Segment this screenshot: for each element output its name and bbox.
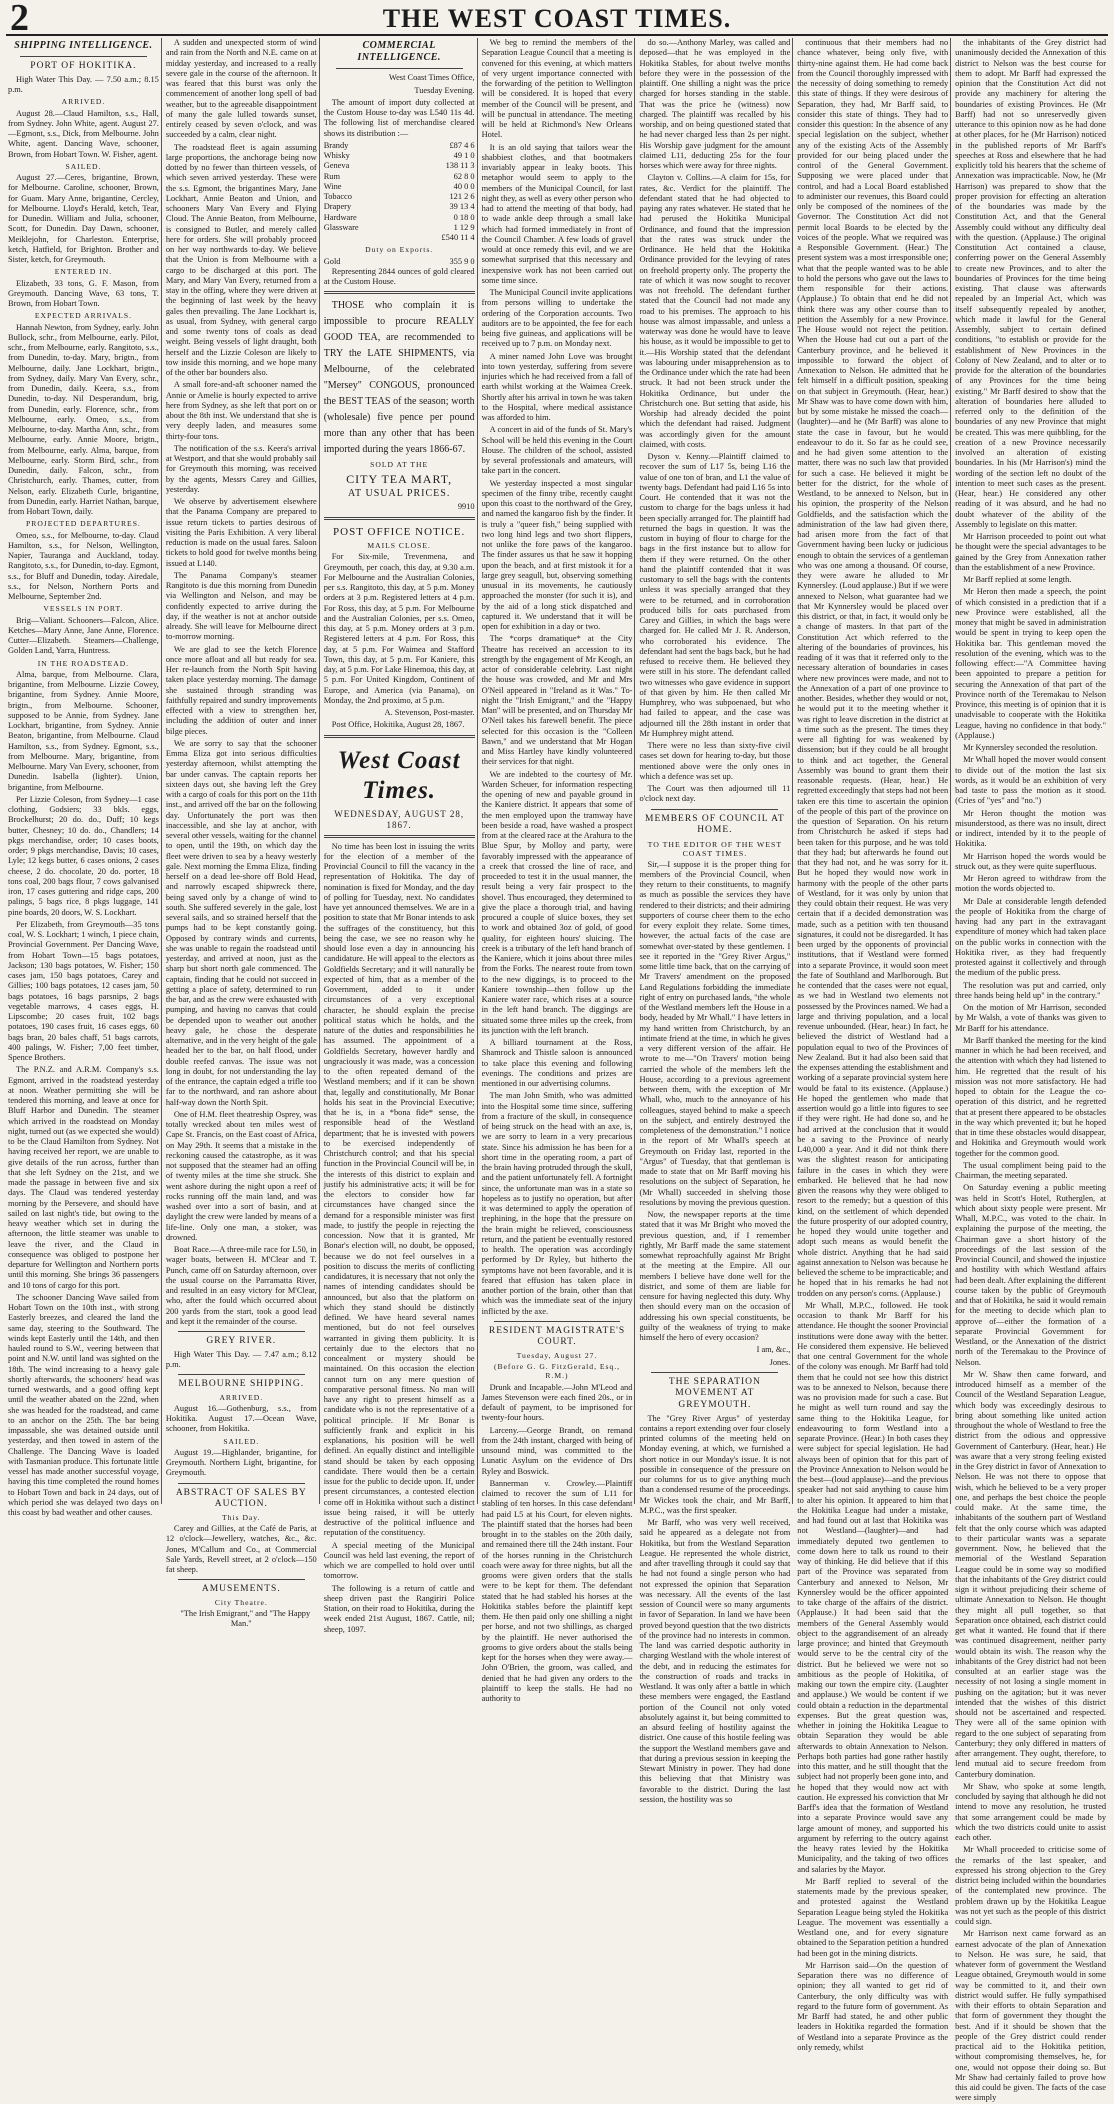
amusements-text: "The Irish Emigrant," and "The Happy Man." bbox=[180, 1609, 311, 1629]
divider bbox=[178, 1374, 305, 1375]
divider bbox=[178, 1579, 305, 1580]
article-paragraph: The notification of the s.s. Keera's arrival at Westport, and that she would probably sail for Greymouth this morning, was received by the agents, Messrs Carey and Gillies, yesterday. bbox=[165, 443, 317, 494]
duty-amount: 1 12 9 bbox=[453, 222, 475, 232]
duty-total: £540 11 4 bbox=[441, 233, 475, 243]
duty-item: Whisky bbox=[323, 151, 350, 161]
article-paragraph: We are indebted to the courtesy of Mr. Warden Scheuer, for information respecting the opening of new and payable ground in the Kaniere district. It appears that some of the men employed upon the tramway have been beside a road, have washed a prospect from at the cleared race at the Arahura to the Blue Spur, by Molloy and party, were favorably impressed with the appearance of a creek that crossed the line of race, and proceeded to test it in the usual manner, the result being a very fair prospect to the shovel. Thus encouraged, they determined to give the place a thorough trial, and having procured a couple of sluice boxes, they set to work and obtained 3oz of gold, of good quality, for eighteen hours' sluicing. The creek is a tributary of the left hand branch of the Kaniere, which it joins about three miles from the Forks. The nearest route from town to the new diggings, is to proceed to the Kaniere township—then follow up the Kaniere water race, which rises at a source in the left hand branch. The diggings are situated some three miles up the creek, from its junction with the left branch. bbox=[481, 769, 633, 1035]
sales-heading: ABSTRACT OF SALES BY AUCTION. bbox=[175, 1487, 307, 1510]
exports-label: Duty on Exports. bbox=[365, 245, 434, 255]
article-paragraph: Boat Race.—A three-mile race for L50, in wager boats, between H. M'Clear and T. Punch, came off on Saturday afternoon, over the usual course on the Parramatta River, and resulted in an easy victory for M'Clear, who, after the fould which occurred about 200 yards from the start, took a good lead and kept it the remainder of the course. bbox=[165, 1245, 317, 1326]
roadstead-text: Alma, barque, from Melbourne. Clara, brigantine, from Melbourne. Lizzie Cowey, brigantine, from Sydney. Annie Moore, brigtn., from Melbourne. Schooner, supposed to be Annie, from Sydney. Jane Lockhart, brigantine, from Sydney. Annie Beaton, brigantine, from Melbourne. Claud Hamilton, s.s., from Sydney. Egmont, s.s., from Melbourne. Mary, brigantine, from Melbourne. Mary Van Every, schooner, from Dunedin. Isabella (lighter). Union, brigantine, from Melbourne. bbox=[8, 669, 159, 792]
article-paragraph: Mr Whall proceeded to criticise some of the remarks of the last speaker, and expressed his strong objection to the Grey district being included within the boundaries of the contemplated new province. The problem drawn up by the Hokitika League was not yet such as the people of this district could sign. bbox=[955, 1845, 1107, 1926]
projected-text: Omeo, s.s., for Melbourne, to-day. Claud Hamilton, s.s., for Nelson, Wellington, Napier, Tauranga and Auckland, today. Rangitoto, s.s., for Dunedin, to-day. Egmont, s.s., for Bluff and Dunedin, today. Airedale, s.s., for Nelson, Northern Ports and Melbourne, September 2nd. bbox=[8, 530, 159, 602]
article-paragraph: continuous that their members had no chance whatever, being only five, with thirty-nine against them. He had come back from the Council thoroughly impressed with the necessity of doing something to remedy this state of things. If they were desirous of Separation, they had, Mr Barff said, to consider this state of things. They had to consider this question: In the absence of any special legislation on the subject, whether any of the existing Acts of the Assembly provided for our being placed under the control of the General Government. Supposing we were placed under that control, and had a Local Board established to administer our revenues, this Board could only be composed of the nominees of the Governor. The Constitution Act did not permit local Boards to be elected by the voices of the people. What we required was a Responsible Government. (Hear.) The present system was a most irresponsible one; what that the people wanted was to be able to hold the persons who gave out the laws to them responsible for their actions. (Applause.) To obtain that end he did not think there was any other course than to petition the Assembly for a new Province. The House would not reject the petition. When the House had cut out a part of the Canterbury province, and he believed it impossible to forward the object of Annexation to Nelson. He admitted that he felt himself in a difficult position, speaking on that subject in Greymouth. (Hear, hear.) Mr Shaw was to have come down with him, but by some mistake he missed the coach—(laughter)—and he (Mr Barff) was alone to state the case in favour, but he would endeavour to do it. So far as he could see, and he had given some attention to the matter, there was no such law that provided for such a case. He believed it might be better for the district, for the whole of Westland, to be annexed to Nelson, but in his opinion, the prosperity of the Nelson Goldfields, and the satisfaction which the administration of the law had given there, had arisen more from the fact of that Government having been lucky or judicious enough to obtain the services of a gentleman who was one among a thousand. Of course, they were aware he alluded to Mr Kynnersley. (Loud applause.) But if we were annexed to Nelson, what guarantee had we that Mr Kynnersley would be placed over this district, or that, in fact, it would only be a change of masters. In that part of the Constitution Act which referred to the altering of the boundaries of provinces, his reading of it was that it referred only to the necessary alteration of boundaries in cases where new provinces were made, and not to the Annexation of a part of one province to another. Besides, whether they would or not, he would put it to the meeting whether it was right to leave discretion in the district at a time such as the present. The times they were all fighting for was weakened by dissension; but if they could be all brought to think and act together, the General Assembly was bound to grant them their reasonable requests. (Hear, hear.) He regretted exceedingly that steps had not been taken ere this time to ascertain the opinion of the people of this part of the province on the question of Separation. On his return from Christchurch he asked if steps had been taken for this purpose, and he was told that they had; but afterwards he found out that they had not, and he was sorry for it. But he hoped they would now work in harmony with the people of the other parts of Westland, for it was only by union that they could obtain their request. He was very certain that if a decided demonstration was made, such as a petition with ten thousand signatures, it could not be disregarded. It has been urged by the opponents of provincial institutions, that if Westland were formed into a separate Province, it would soon meet the fate of Southland and Marlborough. But he contended that the cases were not equal, as we had in Westland two elements not possessed by the Provinces named. We had a large and thriving population, and a local revenue unbounded. (Hear, hear.) In fact, he believed the district of Westland had a population equal to two of the Provinces of New Zealand. But it had also been said that the expenses attending the establishment and working of a separate provincial system here would be fatal to its existence. (Applause.) He hoped the gentlemen who made that assertion would go a little into figures to see if they were right. He had done so, and he had arrived at the conclusion that it would be a saving to the Province of nearly L40,000 a year. And it did not think there was the slightest reason for anticipating failure in the cases in which they were embarked. He believed that he had now given the reasons why they were obliged to resort to the remedy; but a question of this kind, on the settlement of which depended the future prosperity of our adopted country, he hoped they would unite together and adopt such means as would benefit the whole district. Anything that he had said against annexation to Nelson was because he believed the scheme to be impracticable; and he hoped that in his remarks he had not trodden on any person's corns. (Applause.) bbox=[797, 38, 949, 1298]
tea-sold: SOLD AT THE bbox=[370, 460, 429, 470]
mails-close-label: MAILS CLOSE. bbox=[367, 541, 431, 551]
commercial-office: West Coast Times Office, bbox=[388, 73, 475, 83]
article-paragraph: The *corps dramatique* at the City Theatre has received an accession to its strength by the engagement of Mr Keogh, an actor of considerable celebrity. Last night the house was crowded, and Mr and Mrs O'Neil appeared in "Ireland as it Was." To-night the "Irish Emigrant," and the "Happy Man" will be presented, and on Thursday Mr O'Neil takes his farewell benefit. The piece selected for this occasion is the "Colleen Bawn," and we understand that Mr Hogan and Miss Hartley have kindly volunteered their services for that night. bbox=[481, 634, 633, 767]
vessels-label: VESSELS IN PORT. bbox=[43, 604, 124, 614]
duty-amount: 49 1 0 bbox=[453, 151, 475, 161]
duty-amount: 0 18 0 bbox=[453, 212, 475, 222]
sales-text: Carey and Gillies, at the Café de Paris, at 12 o'clock—Jewellery, watches, &c., &c. Jones, M'Callum and Co., at Commercial Sale Yards, Revell street, at 2 o'clock—150 fat sheep. bbox=[165, 1524, 317, 1575]
leader-article: A special meeting of the Municipal Council was held last evening, the report of which we are compelled to hold over until tomorrow. bbox=[323, 1540, 475, 1581]
court-paragraph: Drunk and Incapable.—John M'Leod and James Stevenson were each fined 20s., or in default of payment, to be imprisoned for twenty-four hours. bbox=[481, 1382, 633, 1423]
export-item: Gold bbox=[323, 256, 341, 266]
table-row bbox=[324, 192, 475, 202]
column-5 bbox=[637, 38, 792, 1804]
article-paragraph: The man John Smith, who was admitted into the Hospital some time since, suffering from a fracture of the skull, in consequence of being struck on the head with an axe, is, we are sorry to learn in a very precarious state. Since his admission he has been for a short time in the operating room, a part of the brain having protruded through the skull, and the patient unfortunately fell. A fortnight since, the unfortunate man was in a state so hopeless as to justify no operation, but after it was determined to apply the operation of trephining, in the hope that the pressure on the brain might be relieved, consciousness return, and the patient be eventually restored to health. The operation was accordingly performed by Dr Ryley, but hitherto the symptoms have not been favorable, and it is feared that effusion has taken place in another portion of the brain, other than that which was the immediate seat of the injury inflicted by the axe. bbox=[481, 1091, 633, 1316]
table-row bbox=[324, 257, 475, 267]
article-paragraph: It is an old saying that tailors wear the shabbiest clothes, and that bootmakers invariably appear in leaky boots. This metaphor would seem to apply to the members of the Municipal Council, for last night they, as well as every other person who had to attend the meeting of that body, had to wade ankle deep through a small lake which had formed immediately in front of the Council Chamber. A few loads of gravel would at once remedy this evil, and we are somewhat surprised that this necessary and inexpensive work has not been carried out some time since. bbox=[481, 142, 633, 285]
article-paragraph: A billiard tournament at the Ross, Shamrock and Thistle saloon is announced to take place this evening and following evenings. The conditions and prizes are mentioned in our advertising columns. bbox=[481, 1038, 633, 1088]
export-amount: 355 9 0 bbox=[449, 256, 475, 266]
post-office-date: Post Office, Hokitika, August 28, 1867. bbox=[331, 720, 465, 730]
letter-paragraph: Sir,—I suppose it is the proper thing for members of the Provincial Council, when they return to their constituents, to magnify as much as possible the services they have rendered to their districts; and their admiring supporters of course cheer them to the echo for every exploit they relate. Some times, however, the actual facts of the case are somewhat over-stated by these gentlemen. I see it reported in the "Grey River Argus," some little time back, that on the carrying of Mr Travers' amendment on the proposed Land Regulations forbidding the immediate right of entry on purchased lands, "the whole of the Westland members left the House in a body, headed by Mr Whall." I have letters in my hand written from Christchurch, by an intimate friend at the time, in which he gives a very different version of the affair. He wrote to me—"On Travers' motion being carried the whole of the members left the House, according to a previous agreement between them, with the exception of Mr Whall, who, much to the annoyance of his colleagues, stayed behind to make a speech on the subject, and entirely destroyed the completeness of the demonstration." I notice in the report of Mr Whall's speech at Greymouth on Friday last, reported in the "Argus" of Tuesday, that that gentleman is made to state that on Mr Barff moving his resolutions on the subject of Separation, he (Mr Whall) succeeded in shelving those resolutions by moving the previous question. bbox=[639, 859, 791, 1207]
divider bbox=[651, 1372, 778, 1373]
article-paragraph: Mr Kynnersley seconded the resolution. bbox=[963, 743, 1098, 752]
editorial-masthead: West Coast Times. bbox=[337, 746, 461, 805]
members-to-editor: TO THE EDITOR OF THE WEST COAST TIMES. bbox=[647, 839, 783, 859]
court-paragraph: Bannerman v. Crowley.—Plaintiff claimed to recover the sum of L11 for stabling of ten horses. In this case defendant had paid L5 at his Court, for eleven nights. The plaintiff stated that the horses had been brought in to the stables on the 20th daily, and remained there till the 24th instant. Four of the horses running in the Christchurch coach were away for three nights, but all the grooms were given orders that the stalls were to be kept for them. The defendant stated that he had stabled his horses at the Hokitika stables before the plaintiff kept them. He then paid only one shilling a night per horse, and not two shillings, as charged by the plaintiff. He never authorised the grooms to give orders about the stalls being kept for the horses when they were away.—John O'Brien, the groom, was called, and denied that he had given any orders to the plaintiff to keep the stalls. He had no authority to bbox=[481, 1478, 633, 1704]
imports-text: Per Lizzie Coleson, from Sydney—1 case clothing, Godsiers; 33 bkls. eggs, Brockelhurst; 20 do. do., Duff; 10 kegs butter, Chesney; 10 do. do., Chandlers; 14 pkgs merchandise, order; 10 cases boots, order; 9 pkgs merchandise, Davis; 10 cases, Lyle; 12 kegs butter, 6 cases onions, 2 cases cheese, 2 do. chocolate, 20 do. porter, 18 tons coal, 200 bags flour, 7 cows galvanised iron, 17 cases guttering and ridge caps, 200 palings, 5 bags rice, 8 pkgs luggage, 141 pine boards, 20 doors, W. S. Lockhart. bbox=[8, 794, 159, 917]
duty-item: Geneva bbox=[323, 161, 350, 171]
duty-amount: 39 13 4 bbox=[449, 202, 475, 212]
commercial-intro: The amount of import duty collected at the Custom House to-day was L540 11s 4d. The following list of merchandise cleared shows its distribution :— bbox=[323, 97, 475, 138]
divider bbox=[494, 1321, 621, 1322]
article-paragraph: A small fore-and-aft schooner named the Annie or Amelie is hourly expected to arrive here from Sydney, as she left that port on or about the 8th inst. We understand that she is very deeply laden, and measures some thirty-four tons. bbox=[165, 380, 317, 441]
leader-article: The following is a return of cattle and sheep driven past the Rangiriri Police Station, on their road to Hokitika, during the week ended 21st August, 1867. Cattle, nil; sheep, 1097. bbox=[323, 1583, 475, 1634]
court-paragraph: Larceny.—George Brandt, on remand from the 24th instant, charged with being of unsound mind, was committed to the Lunatic Asylum on the evidence of Drs Ryley and Boswick. bbox=[481, 1425, 633, 1476]
duty-amount: 40 0 0 bbox=[453, 181, 475, 191]
divider bbox=[324, 291, 475, 294]
duty-item: Brandy bbox=[323, 140, 349, 150]
exports-text: Representing 2844 ounces of gold cleared at the Custom House. bbox=[323, 266, 475, 287]
article-paragraph: One of H.M. fleet theatreship Osprey, was totally wrecked about ten miles west of Cape St. Francis, on the East coast of Africa, on May 29th. It seems that a mistake in the reckoning caused the catastrophe, as it was not supposed that the steamer had an offing of twenty miles at the time she struck. She went ashore during the night upon a reef of rocks running off the main land, and was washed over into a sort of basin, and at daylight the crew were landed by means of a life-line. Only one man, a stoker, was drowned. bbox=[165, 1109, 317, 1242]
table-row bbox=[324, 213, 475, 223]
postmaster-signature: A. Stevenson, Post-master. bbox=[384, 708, 475, 718]
article-paragraph: The resolution was put and carried, only three hands being held up" in the contrary." bbox=[955, 980, 1107, 1000]
article-paragraph: The roadstead fleet is again assuming large proportions, the anchorage being now dotted by no fewer than thirteen vessels, of which seven arrived yesterday. These were the s.s. Egmont, the brigantines Mary, Jane Lockhart, Annie Beaton and Union, and schooners Mary Van Every and Flying Cloud. The Annie Beaton, from Melbourne, is consigned to Butler, and merely called here for orders. She will probably proceed on her way northwards to-day. We believe that the Union is from Melbourne with a cargo to be discharged at this port. The Mary, and Mary Van Every, returned from a stay in the offing, where they were driven at the beginning of last week by the heavy gales then prevailing. The Jane Lockhart is, as usual, from Sydney, with general cargo and some twenty tons of coals as dead weight. Being vessels of light draught, both herself and the Lizzie Coleson are likely to tow inside this morning, and we hope many of the other bar bounders also. bbox=[165, 142, 317, 377]
article-paragraph: A sudden and unexpected storm of wind and rain from the North and N.E. came on at midday yesterday, and increased to a really severe gale in the course of the afternoon. It was feared that this burst was only the commencement of another long spell of bad weather, but to the agreeable disappointment of many the gale lulled towards sunset, entirely ceased by seven o'clock, and was succeeded by a calm, clear night. bbox=[165, 38, 317, 140]
column-4 bbox=[480, 38, 635, 1704]
article-paragraph: The usual compliment being paid to the Chairman, the meeting separated. bbox=[955, 1160, 1107, 1180]
article-paragraph: Mr Harrison proceeded to point out what he thought were the special advantages to be gained by the Grey from Annexation rather than the establishment of a new Province. bbox=[955, 532, 1107, 572]
letter-paragraph: Now, the newspaper reports at the time stated that it was Mr Bright who moved the previous question, and, if I remember rightly, Mr Barff made the same statement somewhat reproachfully against Mr Bright at the meeting at the Empire. All our members I believe have done well for the district, and some of them are liable for censure for having neglected this duty. Why then should every man on the occasion of addressing his own special constituents, be guilty of the weakness of trying to make himself the hero of every occasion? bbox=[639, 1210, 791, 1343]
article-paragraph: the inhabitants of the Grey district had unanimously decided the Annexation of this district to Nelson was the best course for them to adopt. Mr Barff had expressed the opinion that the Constitution Act did not provide any machinery for altering the boundaries of existing Provinces. He (Mr Barff) had not so unreservedly given utterance to this opinion now as he had done at other places, for he (Mr Harrison) noticed in the published reports of Mr Barff's speeches at Ross and elsewhere that he had explicitly told his hearers that the scheme of Annexation was impracticable. Now, he (Mr Harrison) was prepared to show that the proper provision for effecting an alteration of the boundaries was made by the Constitution Act, and that the General Assembly could without any difficulty deal with the question. (Applause.) The original Constitution Act contained a clause, conferring power on the General Assembly to create new Provinces, and to alter the boundaries of Provinces for the time being existing. That clause was afterwards repealed by an Imperial Act, which was itself subsequently repealed by another, which made it lawful for the General Assembly, subject to certain defined conditions, "to establish or provide for the establishment of New Provinces in the Colony of New Zealand, and to alter or to provide for the alteration of the boundaries of any Provinces for the time being existing." Mr Barff desired to show that the alteration of boundaries here alluded to referred only to the definition of the boundaries of any new Province that might be created. This was mere quibbling, for the creation of a new Province necessarily involved an alteration of existing boundaries. In his (Mr Harrison's) mind the wording of the section left no doubt of the intention to meet such cases as the present. (Hear, hear.) He considered any other reading of it was absurd, and he had no doubt whatever of the ability of the Assembly to legislate on this matter. bbox=[955, 38, 1107, 529]
court-paragraph: The Court was then adjourned till 11 o'clock next day. bbox=[639, 784, 791, 804]
entered-text: Elizabeth, 33 tons, G. F. Mason, from Greymouth. Dancing Wave, 63 tons, T. Brown, from Hobart Town. bbox=[8, 278, 159, 309]
court-paragraph: Dyson v. Kenny.—Plaintiff claimed to recover the sum of L17 5s, being L16 the value of one ton of bran, and L1 the value of twenty bags. Defendant had paid L16 5s into Court. He contended that it was not the custom to charge for the bags unless it had been specially arranged for. The plaintiff had returned the bags in question. It was the custom in buying of flour to charge for the bags in the first instance but to allow for them if they were returned. On the other hand the plaintiff contended that it was customary to sell the bags with the contents unless it was specially arranged that they were to be returned, and in corroboration produced bills for oats purchased from Carey and Gillies, in which the bags were charged for. He called Mr J. R. Anderson, who corroborated his evidence. The defendant had sent the bags back, but he had refused to receive them. He believed they were still in his store. The defendant called two witnesses who gave evidence in support of that given by him. He then called Mr Humphrey, who was subpoenaed, but who had failed to appear, and the case was adjourned till the 28th instant in order that Mr Humphrey might attend. bbox=[639, 452, 791, 738]
exports-table bbox=[324, 257, 475, 267]
article-paragraph: Mr Whall hoped the mover would consent to divide out of the motion the last six words, as it would be an exhibition of very bad taste to pass the motion as it stood. (Cries of "yes" and "no.") bbox=[955, 755, 1107, 806]
table-row bbox=[324, 151, 475, 161]
column-7 bbox=[953, 38, 1108, 2103]
court-paragraph: Clayton v. Collins.—A claim for 15s, for rates, &c. Verdict for the plaintiff. The defendant stated that he had objected to paying any rates whatever. He stated that he had perused the Hokitika Municipal Ordinance, and found that the impression that the rates was struck under the Ordinance. He held that the Hokitika Ordinance provided for the levying of rates on freehold property only. The property the rate of which it was now sought to recover was not freehold. The defendant further stated that the Council had not made any road to his premises. The approach to his house was almost impassable, and unless a waterway was done he would have to leave his house, as it would be impossible to get to it.—His Worship stated that the defendant was labouring under misapprehension as to the Ordinance under which the rate had been struck. It had not been struck under the Hokitika Ordinance, but under the Christchurch one. But setting that aside, his Worship had already decided the point which the defendant had raised. Judgment was accordingly given for the amount claimed, with costs. bbox=[639, 173, 791, 449]
article-paragraph: We yesterday inspected a most singular specimen of the finny tribe, recently caught upon this coast to the northward of the Grey, and named the kangaroo fish by the finder. It is truly a "queer fish," being supplied with two long hind legs and two short flippers, not unlike the fore paws of the kangaroo. The finder assures us that he saw it hopping upon the beach, and at first mistook it for a large grey seagull, but, observing something unusual in its movements, he cautiously approached the monster (for such it is), and by the aid of a long stick dispatched and captured it. We understand that it will be open for exhibition in a day or two. bbox=[481, 478, 633, 631]
article-paragraph: On the motion of Mr Harrison, seconded by Mr Walsh, a vote of thanks was given to Mr Barff for his attendance. bbox=[955, 1003, 1107, 1033]
grey-high-water: High Water This Day. — 7.47 a.m.; 8.12 p.m. bbox=[165, 1349, 317, 1369]
duty-total-row bbox=[324, 233, 475, 243]
court-before: (Before G. G. FitzGerald, Esq., R.M.) bbox=[493, 1362, 621, 1381]
duty-amount: 62 8 0 bbox=[453, 171, 475, 181]
mel-sailed-label: SAILED. bbox=[223, 1436, 260, 1446]
article-paragraph: The Panama Company's steamer Rangitoto is due this morning from Dunedin via Wellington and Nelson, and may be confidently expected to arrive during the day, if the weather is not at anchor outside already. She will leave for Melbourne direct to-morrow morning. bbox=[165, 570, 317, 642]
article-paragraph: The "Grey River Argus" of yesterday contains a report extending over four closely printed columns of the meeting held on Monday evening, at which, we furnished a short notice in our Monday's issue. It is not possible in consequence of the pressure on our columns for us to give anything much than a condensed resume of the proceedings. Mr Wickes took the chair, and Mr Barff, M.P.C., was the first speaker. bbox=[639, 1413, 791, 1515]
article-paragraph: Mr Harrison next came forward as an earnest advocate of the plan of Annexation to Nelson. He was sure, he said, that whatever form of government the Westland League obtained, Greymouth would in some way be committed to it, and their own district would suffer. He fully sympathised with their efforts to obtain Separation and that form of government they thought the best. And if it should be shown that the people of the Grey district could render practical aid to the Hokitika petition, without compromising themselves, he, for one, would not oppose their doing so. But Mr Shaw had certainly failed to prove how this aid could be given. The facts of the case were simply bbox=[955, 1929, 1107, 2103]
duty-item: Rum bbox=[323, 171, 341, 181]
tea-mart: CITY TEA MART, bbox=[346, 471, 453, 486]
divider bbox=[178, 1331, 305, 1332]
mel-sailed-text: August 19.—Highlander, brigantine, for Greymouth. Northern Light, brigantine, for Greymouth. bbox=[165, 1447, 317, 1478]
court-date: Tuesday, August 27. bbox=[516, 1350, 598, 1360]
sailed-label: SAILED. bbox=[65, 161, 102, 171]
grey-river-heading: GREY RIVER. bbox=[206, 1336, 277, 1346]
sailed-text: August 27.—Ceres, brigantine, Brown, for Melbourne. Caroline, schooner, Brown, for Guam. Mary Anne, brigantine, Cercley, for Melbourne. Lloyd's Herald, ketch, Tear, for Dunedin. William and Julia, schooner, Scott, for Dunedin. Day Dawn, schooner, Meiklejohn, for Charleston. Enterprise, ketch, Hatfield, for Brighton. Brother and Sister, ketch, for Greymouth. bbox=[8, 173, 159, 265]
high-water: High Water This Day. — 7.50 a.m.; 8.15 p.m. bbox=[8, 74, 159, 95]
post-office-text: For Six-mile, Trevenmena, and Greymouth, per coach, this day, at 9.30 a.m. For Melbourne and the Australian Colonies, per s.s. Rangitoto, this day, at 5 p.m. Money orders at 3 p.m. Registered letters at 4 p.m. For Ross, this day, at 5 p.m. For Melbourne and the Australian Colonies, per s.s. Omeo, this day, at 5 p.m. Money orders at 3 p.m. Registered letters at 4 p.m. For Ross, this day, at 5 p.m. For Waimea and Stafford Town, this day, at 5 p.m. For Kaniere, this day, at 5 p.m. For Lake Hinemoa, this day, at 5 p.m. For United Kingdom, Continent of Europe, and America (via Panama), on Monday, the 2nd proximo, at 5 p.m. bbox=[323, 552, 475, 705]
court-paragraph: do so.—Anthony Marley, was called and deposed—that he was employed in the Hokitika Stables, for about twelve months before they were in the possession of the plaintiff. One shilling a night was the price charged for horses standing in the stable. That was the price he (witness) now charged. The plaintiff was recalled by his worship, and on being questioned stated that he had never charged less than 2s per night. His Worship gave judgment for the amount claimed L11, deducting 25s for the four horses which were away for three nights. bbox=[639, 38, 791, 170]
table-row bbox=[324, 223, 475, 233]
mel-arrived-label: ARRIVED. bbox=[219, 1392, 264, 1402]
article-paragraph: Mr Whall, M.P.C., followed. He took occasion to thank Mr Barff for his attendance. He thought the sooner Provincial institutions were done away with the better. He considered them expensive. He believed that one central Government for the whole of the colony was enough. Mr Barff had told them that he could not see how this district was to be annexed to Nelson, because there was no provision made for such a case. But he might as well turn round and say the same thing to the Hokitika League, for endeavouring to form Westland into a separate Province. (Hear.) In both cases they were subject for special legislation. He had always been of opinion that for this part of the Province Annexation to Nelson would be the best—(loud applause)—and the previous speaker had not said anything to cause him to alter his opinion. It appeared to him that the Hokitika League had under a mistake, and had found out at last that Hokitika was not Westland—(laughter)—and had immediately deputed two gentlemen to come down here to talk us round to their way of thinking. He did believe that if this part of the Province was separated from Canterbury and annexed to Nelson, Mr Kynnersley would be the officer appointed to take charge of the affairs of the district. (Applause.) It had been said that the members of the General Assembly would object to the aggrandisement of an already large province; and hinted that Greymouth would serve to be the central city of the district. But he believed we were not so ambitious as the people of Hokitika, of making our town the empire city. (Laughter and applause.) We would be content if we could obtain a reduction in the departmental expenses. But the great question was, whether in joining the Hokitika League to obtain Separation they would be able afterwards to obtain Annexation to Nelson. Perhaps both parties had gone rather hastily into this matter, and he still thought that the subject had not properly been gone into, and he hoped that they would now act with caution. He expressed his conviction that Mr Barff's idea that the formation of Westland into a separate Province would save any large amount of money, and supported his argument by referring to the outcry against the heavy rates levied by the Hokitika Municipality, and the taking of two offices and salaries by the Mayor. bbox=[797, 1300, 949, 1874]
tea-ref: 9910 bbox=[457, 502, 475, 512]
amusements-venue: City Theatre. bbox=[214, 1597, 268, 1607]
column-3 bbox=[322, 38, 477, 1634]
article-paragraph: The Municipal Council invite applications from persons willing to undertake the ordering of the Corporation accounts. Two auditors are to be appointed, the fee for each being five guineas, and applications will be received up to 7 p.m. on Monday next. bbox=[481, 288, 633, 349]
article-paragraph: We are glad to see the ketch Florence once more afloat and all but ready for sea. Her re-launch from the North Spit having taken place yesterday morning. The damage she sustained through stranding was faithfully repaired and sundry improvements effected with a view to strengthen her, including the addition of outer and inner bilge pieces. bbox=[165, 644, 317, 736]
article-paragraph: We are sorry to say that the schooner Emma Eliza got into serious difficulties yesterday afternoon, whilst attempting the bar under canvas. The captain reports her sixteen days out, she having left the Grey with a cargo of coals for this port on the 11th inst., and arrived off the bar on the following day. Unfortunately the port was then inaccessible, and she lay at anchor, with several other vessels, waiting for the channel to open, until the 19th, on which day the fleet were driven to sea by a heavy westerly gale. Next morning the Emma Eliza, finding herself on a dead lee-shore off Bold Head, and narrowly escaped shipwreck there, being saved only by a change of wind to south. She suffered severely in the gale, lost several sails, and so strained herself that the pumps had to be kept constantly going. Opposed by contrary winds and currents, she was unable to regain the roadstead until yesterday, and arrived at noon, just as the sharp but short north gale commenced. The captain, finding that he could not succeed in getting a place of safety, determined to run the bar, and as the crew were exhausted with pumping, and having no canvas that could be depended upon to weather out another heavy gale, he chose the desperate alternative, and in the very height of the gale headed her to the bar, on half flood, under double reefed canvas. The issue was not long in doubt, for not understanding the lay of the entrance, the captain edged a trifle too far to the northward, and ran ashore about half-way down the North Spit. bbox=[165, 738, 317, 1107]
commercial-date: Tuesday Evening. bbox=[414, 85, 475, 95]
page-number: 2 bbox=[10, 0, 29, 39]
divider bbox=[336, 68, 463, 69]
commercial-heading: COMMERCIAL INTELLIGENCE. bbox=[357, 40, 441, 64]
duty-amount: 121 2 6 bbox=[449, 192, 475, 202]
divider bbox=[324, 517, 475, 520]
column-6 bbox=[795, 38, 950, 2052]
entered-label: ENTERED IN. bbox=[54, 267, 113, 277]
divider bbox=[324, 735, 475, 738]
duty-item: Wine bbox=[323, 181, 342, 191]
article-paragraph: A concert in aid of the funds of St. Mary's School will be held this evening in the Court House. The children of the school, assisted by several professionals and amateurs, will take part in the concert. bbox=[481, 425, 633, 476]
masthead bbox=[6, 0, 1108, 39]
shipping-heading: SHIPPING INTELLIGENCE. bbox=[14, 40, 153, 51]
article-paragraph: Mr Barff replied at some length. bbox=[963, 575, 1072, 584]
article-paragraph: Mr Heron then made a speech, the point of which consisted in a prediction that if a new Province were established, all the money that might be saved in administration would be spent in trying to keep open the Hokitika bar. This gentleman moved the resolution of the evening, which was to the following effect:—"A Committee having been appointed to prepare a petition for securing the Annexation of that part of the Province north of the Teremakau to Nelson Province, this meeting is of opinion that it is unadvisable to cooperate with the Hokitika League, having no confidence in that body." (Applause.) bbox=[955, 587, 1107, 740]
article-paragraph: Mr Barff, who was very well received, said he appeared as a delegate not from Hokitika, but from the Westland Separation League. He represented the whole district, and after travelling through it could say that he had not found a single person who had not expressed the opinion that Separation was necessary. All the events of the last session of Council were so many arguments in favor of Separation. In land we have been proved beyond question that the two districts of the province had no interests in common. The land was carried despotic authority in charging Westland with the whole interest of the debt, and in reducing the estimates for the construction of roads and tracks in Westland. It was only after a battle in which these members were engaged, the Eastland portion of the Council not only voted absolutely against it, but being committed to an absurd feeling of hostility against the district. One cause of this hostile feeling was the support the Westland members gave and that during a previous session in keeping the Stewart Ministry in power. They had done this believing that that Ministry was favorable to the district. During the last session, the hostility was so bbox=[639, 1518, 791, 1804]
table-row bbox=[324, 182, 475, 192]
divider bbox=[324, 835, 475, 838]
members-heading: MEMBERS OF COUNCIL AT HOME. bbox=[645, 813, 785, 836]
duty-amount: £87 4 6 bbox=[449, 140, 475, 150]
vessels-text: Brig—Valiant. Schooners—Falcon, Alice. Ketches—Mary Anne, Jane Anne, Florence. Cutter—Elizabeth. Steamers—Challenge, Golden Land, Yarra, Huntress. bbox=[8, 615, 159, 656]
imports-text-2: Per Elizabeth, from Greymouth—35 tons coal, W. S. Lockhart; 1 winch, 1 piece chain, Provincial Government. Per Dancing Wave, from Hobart Town—15 bags potatoes, Jackson; 130 bags potatoes, W. Fisher; 150 cases jam, 150 bags potatoes, Carey and Gillies; 100 bags potatoes, 12 cases jam, 50 bags potatoes, 16 bags parsnips, 2 bags vegetable marrows, 4 cases eggs, H. Lipscombe; 20 cases fruit, 102 bags potatoes, 190 cases fruit, 16 cases eggs, 60 bags bran, 20 bales chaff, 51 bags carrots, 400 palings, W. Fisher; 7,00 feet timber, Spence Brothers. bbox=[8, 919, 159, 1063]
tea-prices: AT USUAL PRICES. bbox=[347, 488, 451, 500]
article-paragraph: Mr Harrison said—On the question of Separation there was no difference of opinion; they all wanted to get rid of Canterbury, the only difficulty was with regard to the future form of government. As Mr Barff had stated, he and other public leaders in Hokitika regarded the formation of Westland into a separate Province as the only remedy, whilst bbox=[797, 1960, 949, 2052]
article-paragraph: We observe by advertisement elsewhere that the Panama Company are prepared to issue return tickets to parties desirous of visiting the Paris Exhibition. A very liberal reduction is made on the usual fares. Saloon tickets to hold good for twelve months being issued at L140. bbox=[165, 497, 317, 568]
roadstead-label: IN THE ROADSTEAD. bbox=[37, 658, 130, 668]
letter-closing: I am, &c., bbox=[756, 1345, 791, 1355]
table-row bbox=[324, 161, 475, 171]
editorial-date: WEDNESDAY, AUGUST 28, 1867. bbox=[334, 808, 465, 830]
duty-item: Tobacco bbox=[323, 192, 352, 202]
melbourne-heading: MELBOURNE SHIPPING. bbox=[178, 1379, 305, 1390]
arrived-text: August 28.—Claud Hamilton, s.s., Hall, from Sydney. John White, agent. August 27.—Egmont, s.s., Dick, from Melbourne. John White, agent. Dancing Wave, schooner, Brown, from Hobart Town. W. Fisher, agent. bbox=[8, 108, 159, 159]
column-2 bbox=[164, 38, 319, 1629]
article-paragraph: We beg to remind the members of the Separation League Council that a meeting is convened for this evening, at which matters of very urgent importance connected with the forwarding of the petition to Wellington will be considered. It is hoped that every member of the Council will be present, and will be punctual in attendance. The meeting will be held at Richmond's New Orleans Hotel. bbox=[481, 38, 633, 140]
divider bbox=[178, 1483, 305, 1484]
story-text: The P.N.Z. and A.R.M. Company's s.s. Egmont, arrived in the roadstead yesterday at noon. Weather permitting she will be tendered this morning, and leave at once for Bluff Harbor and Dunedin. The steamer which arrived in the roadstead on Monday night, turned out (as we expected she would) to be the Claud Hamilton from Sydney. Not having received her report, we are unable to give details of the run across, further than that she left Sydney on the 21st, and we made the passage in between five and six days. The Claud was tendered yesterday morning by the Persevere, and should have sailed on last night's tide, but owing to the heavy weather which set in during the afternoon, the little steamer was unable to leave the river, and the Claud in consequence was obliged to postpone her departure for Wellington and Northern ports until this morning. She brings 36 passengers and 10 tons of cargo for this port. bbox=[8, 1065, 159, 1290]
duty-table bbox=[324, 141, 475, 244]
separation-heading: THE SEPARATION MOVEMENT AT GREYMOUTH. bbox=[668, 1376, 761, 1411]
columns bbox=[6, 38, 1108, 2103]
article-paragraph: Mr Heron thought the motion was misunderstood, as there was no insult, direct or indirect, intended by it to the people of Hokitika. bbox=[955, 808, 1107, 849]
table-row bbox=[324, 172, 475, 182]
tea-advert: THOSE who complain it is impossible to procure REALLY GOOD TEA, are recommended to TRY the LATE SHIPMENTS, via Melbourne, of the celebrated "Mersey" CONGOUS, pronounced the BEST TEAS of the season; worth (wholesale) five pence per pound more than any other that has been imported during the years 1866-67. bbox=[323, 300, 475, 456]
article-paragraph: Mr Barff replied to several of the statements made by the previous speaker, and protested against the Westland Separation League being styled the Hokitika League. The movement was essentially a Westland one, and for every signature obtained to the Separation petition a hundred had been got in the mining districts. bbox=[797, 1876, 949, 1958]
sales-day: This Day. bbox=[222, 1512, 261, 1522]
duty-amount: 138 11 3 bbox=[445, 161, 475, 171]
letter-signature: Jones. bbox=[769, 1357, 791, 1367]
article-paragraph: Mr Dale at considerable length defended the people of Hokitika from the charge of having had any part in the extravagant expenditure of money which had taken place on the public works in connection with the Hokitika river, as they had frequently protested against it collectively and through the medium of the public press. bbox=[955, 896, 1107, 978]
expected-text: Hannah Newton, from Sydney, early. John Bullock, schr., from Melbourne, early. Pilot, schr., from Melbourne, early. Rangitoto, s.s., from Dunedin, to-day. Mary, brigtn., from Melbourne, daily. Jane Lockhart, brigtn., from Sydney, daily. Mary Van Every, schr., from Dunedin, daily. Keera, s.s., from Dunedin, to-day. Nil Desperandum, brig, from Dunedin, early. Florence, schr., from Melbourne, early. Omeo, s.s., from Melbourne, to-day. Martha Ann, schr., from Melbourne, early. Annie Moore, brigtn., from Melbourne, early. Alma, barque, from Melbourne, early. Storm Bird, schr., from Dunedin, daily. Falcon, schr., from Christchurch, early. Thames, cutter, from Nelson, early. Elizabeth Curle, brigantine, from Dunedin, early. Harriet Nathan, barque, from Hobart Town, daily. bbox=[8, 322, 159, 517]
article-paragraph: Mr Heron agreed to withdraw from the motion the words objected to. bbox=[955, 874, 1107, 894]
article-paragraph: Mr W. Shaw then came forward, and introduced himself as a member of the Council of the Westland Separation League, which body was exceedingly desirous to bring about something like united action throughout the whole of Westland to free the district from the odious and oppressive Government of Canterbury. (Hear, hear.) He was aware that a very strong feeling existed in the Grey district in favor of Annexation to Nelson. He was not there to oppose that wish, which he believed to be a very proper one, and perhaps the best choice the people could make. At the same time, the inhabitants of the southern part of Westland felt that the only course which was adapted to their particular wants was a separate government. Now, he believed that the memorial of the Westland Separation League could be in some way so modified that the inhabitants of the Grey district could sign it without prejudicing their scheme of ultimate Annexation to Nelson. He thought they might all pull together, so that Separation once obtained, each district could get what it wanted. He found that if there was continued disagreement, neither party would obtain its wish. The reason why the inhabitants of the Grey district had not been consulted at an earlier stage was the necessity of not losing a single moment in pushing on the agitation; but it was never intended that the wishes of this district should not be ascertained and respected. They were all of the same opinion with regard to the one subject of separating from Canterbury; they only differed in matters of after arrangement. They ought, therefore, to lend mutual aid to secure freedom from Canterbury domination. bbox=[955, 1369, 1107, 1779]
newspaper-title: THE WEST COAST TIMES. bbox=[382, 4, 732, 33]
amusements-heading: AMUSEMENTS. bbox=[201, 1584, 281, 1595]
story-text-2: The schooner Dancing Wave sailed from Hobart Town on the 10th inst., with strong Easterly breezes, and cleared the land the same day, steering to the Southward. The winds kept Easterly until the 14th, and then hauled round to S.W., veering between that point and N.W. until land was sighted on the 18th. The wind increasing to a heavy gale shortly afterwards, the schooners' head was turned westwards, and a good offing kept until the weather abated on the 22nd, when she was headed for the roadstead, and came to an anchor on the 25th. The bar being impassable, she was detained outside until yesterday, and then towed in astern of the Challenge. The Dancing Wave is loaded with Tasmanian produce. This fortunate little vessel has made another successful voyage, having this time completed the round homes to Hobart Town and back in 24 days, out of which period she was delayed two days on this coast by bad weather and other causes. bbox=[8, 1292, 159, 1518]
article-paragraph: Mr Shaw, who spoke at some length, concluded by saying that although he did not intend to move any resolution, he trusted that some arrangement could be made by which the two districts could unite to assist each other. bbox=[955, 1781, 1107, 1842]
duty-item: Hardware bbox=[323, 212, 357, 222]
column-1 bbox=[6, 38, 161, 1518]
duty-item: Glassware bbox=[323, 222, 359, 232]
table-row bbox=[324, 202, 475, 212]
court-heading: RESIDENT MAGISTRATE'S COURT. bbox=[488, 1325, 626, 1348]
arrived-label: ARRIVED. bbox=[61, 97, 106, 107]
article-paragraph: Mr Harrison hoped the words would be struck out, as they were quite superfluous. bbox=[955, 851, 1107, 871]
article-paragraph: Mr Barff thanked the meeting for the kind manner in which he had been received, and the attention with which they had listened to him. He regretted that the result of his mission was not more satisfactory. He had hoped to obtain for the League the co-operation of this district, and he regretted that at present there appeared to be obstacles in the way which prevented it; but he hoped that in time these obstacles would disappear, and Hokitika and Greymouth would work together for the common good. bbox=[955, 1035, 1107, 1158]
duty-item: Drapery bbox=[323, 202, 352, 212]
leader-article: No time has been lost in issuing the writs for the election of a member of the Provincial Council to fill the vacancy in the representation of Hokitika. The day of nomination is fixed for Monday, and the day of polling for Tuesday, next. No candidates have yet announced themselves. We are in a position to state that Mr Bonar intends to ask the suffrages of the constituency, but this being the case, we see no reason why he should lose even a day in announcing his candidature. He will appeal to the electors as Goldfields Secretary; and it will naturally be expected of him, that as a member of the Government, added to it under circumstances of a very exceptional character, he should explain the precise political status which he holds, and the nature of the duties and responsibilities he has assumed. The appointment of a Goldfields Secretary, however hardly and ungraciously it was made, was a concession to the often repeated demand of the Westland members; and if it can be shown that, legally and constitutionally, Mr Bonar holds his seat in the Provincial Executive; that he is, in a *bona fide* sense, the responsible head of the Westland department; that he is invested with powers to be exercised independently of Christchurch control; and that his special function in the Provincial Council will be, in the interests of this district to explain and justify his administrative acts; it will be for the electors to consider how far circumstances have changed since the demand for a responsible minister was first made, to justify the people in rejecting the concession. Now that it is granted, Mr Bonar's election will, no doubt, be opposed, because we do not feel ourselves in a position to discuss the merits of conflicting candidatures, it is necessary that not only the names of intending candidates should be announced, but also that the platform on which they stand should be distinctly defined. We have heard several names mentioned, but do not feel ourselves warranted in giving them publicity. It is certainly due to the electors that no concealment or mystery should be maintained. On this occasion the election cannot turn on any mere question of comparative personal fitness. No man will have any right to present himself as a candidate who is not the representative of a political principle. If Mr Bonar is sufficiently frank and explicit in his explanations, his position will be well defined. An equally distinct and intelligible stand should be taken by each opposing candidate. There would then be a certain issue for the public to decide upon. If, under present circumstances, a contested election come off in Hokitika without such a distinct issue being raised, it will be utterly destructive of the political influence and reputation of the constituency. bbox=[323, 841, 475, 1538]
mel-arrived-text: August 16.—Gothenburg, s.s., from Hokitika. August 17.—Ocean Wave, schooner, from Hokitika. bbox=[165, 1403, 317, 1434]
post-office-heading: POST OFFICE NOTICE. bbox=[333, 525, 466, 538]
divider bbox=[651, 809, 778, 810]
court-paragraph: There were no less than sixty-five civil cases set down for hearing to-day, but those mentioned above were the only ones in which a defence was set up. bbox=[639, 741, 791, 781]
port-heading: PORT OF HOKITIKA. bbox=[30, 61, 137, 72]
article-paragraph: A miner named John Love was brought into town yesterday, suffering from severe injuries which he had received from a fall of earth whilst working at the Waimea Creek. Shortly after his arrival in town he was taken to the Hospital, where medical assistance was afforded to him. bbox=[481, 351, 633, 422]
divider bbox=[20, 56, 147, 57]
table-row bbox=[324, 141, 475, 151]
projected-label: PROJECTED DEPARTURES. bbox=[26, 519, 141, 529]
article-paragraph: On Saturday evening a public meeting was held in Scott's Hotel, Rutherglen, at which about sixty people were present. Mr Whall, M.P.C., was voted to the chair. In explaining the purpose of the meeting, the Chairman gave a short history of the proceedings of the last session of the Provincial Council, and showed the injustice and hostility with which Westland affairs had been dealt. After explaining the different course taken by the public of Greymouth and that of Hokitika, he said it would remain for the meeting to decide which plan to approve of—either the formation of a separate Provincial Government for Westland, or the Annexation of the district north of the Teremakau to the Province of Nelson. bbox=[955, 1183, 1107, 1367]
expected-label: EXPECTED ARRIVALS. bbox=[34, 311, 133, 321]
